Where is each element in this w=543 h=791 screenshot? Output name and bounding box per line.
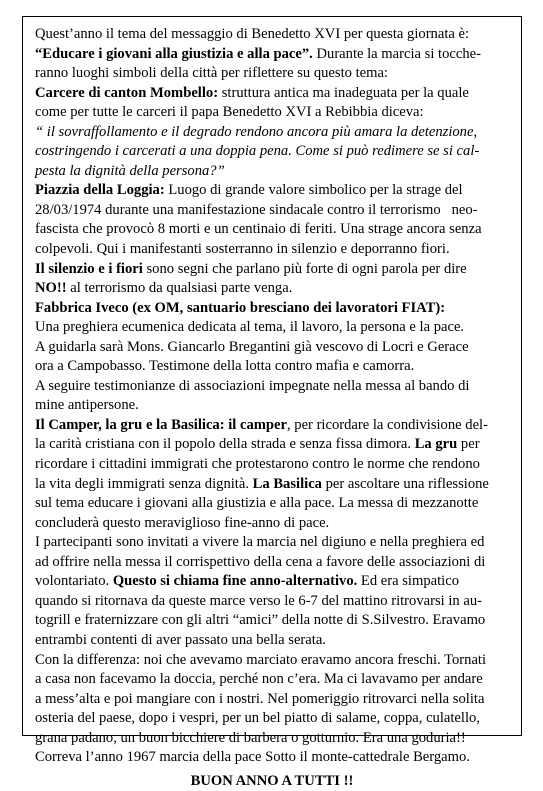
p7-line2 [35, 553, 509, 573]
p8-line3 [35, 690, 509, 710]
p6-text: per [457, 436, 480, 453]
p2-text: struttura antica ma inadeguata per la quale [218, 84, 469, 101]
p4-text: sono segni che parlano più forte di ogni parola per dire [142, 260, 467, 277]
p6-text: ricordare i cittadini immigrati che protestarono contro le norme che rendono [35, 456, 480, 473]
p6-text: sul tema educare i giovani alla giustizia e alla pace. La messa di mezzanotte [35, 495, 479, 512]
theme-title: “Educare i giovani alla giustizia e alla pace”. [35, 45, 313, 62]
quote-text: costringendo i carcerati a una doppia pena. Come si può redimere se si cal- [35, 143, 480, 160]
p7-line3 [35, 572, 509, 592]
quote-text: “ il sovraffollamento e il degrado rendono ancora più amara la detenzione, [35, 123, 478, 140]
p5-line3 [35, 357, 509, 377]
p6-text: la vita degli immigrati senza dignità. [35, 475, 249, 492]
p2-text: come per tutte le carceri il papa Benedetto XVI a Rebibbia diceva: [35, 104, 424, 121]
p5-text: mine antipersone. [35, 397, 139, 414]
p8-text: a casa non facevamo la doccia, perché non c’era. Ma ci lavavamo per andare [35, 671, 483, 688]
p7-line5 [35, 611, 509, 631]
p7-line4 [35, 592, 509, 612]
quote-text: pesta la dignità della persona?” [35, 162, 225, 179]
p8-text: Con la differenza: noi che avevamo marciato eravamo ancora freschi. Tornati [35, 651, 487, 668]
p6-line6 [35, 514, 509, 534]
p5-heading-line [35, 299, 509, 319]
p2-line1 [35, 84, 509, 104]
heading-silenzio: Il silenzio e i fiori [35, 260, 143, 277]
p4-line1 [35, 260, 509, 280]
p3-line4 [35, 240, 509, 260]
no-emphasis: NO!! [35, 280, 67, 297]
p7-text: quando si ritornava da queste marce verso le 6-7 del mattino ritrovarsi in au- [35, 592, 482, 609]
p2-quote3 [35, 162, 509, 182]
p8-text: grana padano, un buon bicchiere di barbera o gotturnio. Era una goduria!! [35, 729, 466, 746]
p3-text: Luogo di grande valore simbolico per la strage del [164, 182, 463, 199]
p6-text: , per ricordare la condivisione del- [286, 416, 488, 433]
p2-quote1 [35, 123, 509, 143]
p5-text: ora a Campobasso. Testimone della lotta contro mafia e camorra. [35, 358, 415, 375]
p6-text: concluderà questo meraviglioso fine-anno di pace. [35, 514, 330, 531]
p8-line6 [35, 748, 509, 768]
p4-text: al terrorismo da qualsiasi parte venga. [66, 280, 293, 297]
p6-text: la carità cristiana con il popolo della strada e senza fissa dimora. [35, 436, 412, 453]
p5-text: Una preghiera ecumenica dedicata al tema, il lavoro, la persona e la pace. [35, 319, 465, 336]
document-page [22, 16, 522, 789]
p5-line4 [35, 377, 509, 397]
p5-line2 [35, 338, 509, 358]
heading-basilica: La Basilica [252, 475, 322, 492]
p3-text: 28/03/1974 durante una manifestazione sindacale contro il terrorismo neo- [35, 201, 478, 218]
p3-text: fascista che provocò 8 morti e un centinaio di feriti. Una strage ancora senza [35, 221, 482, 238]
p5-line1 [35, 318, 509, 338]
p6-line3 [35, 455, 509, 475]
closing-greeting: BUON ANNO A TUTTI !! [190, 772, 354, 789]
p6-line1 [35, 416, 509, 436]
p6-line4 [35, 475, 509, 495]
p1-line2 [35, 45, 509, 65]
fine-anno-emphasis: Questo si chiama fine anno-alternativo. [112, 573, 358, 590]
p5-text: A seguire testimonianze di associazioni impegnate nella messa al bando di [35, 377, 470, 394]
p5-line5 [35, 396, 509, 416]
p1-text: Durante la marcia si tocche- [312, 45, 481, 62]
p3-line2 [35, 201, 509, 221]
p8-line2 [35, 670, 509, 690]
p3-line3 [35, 220, 509, 240]
intro-text: Quest’anno il tema del messaggio di Benedetto XVI per questa giornata è: [35, 26, 470, 42]
p8-text: Correva l’anno 1967 marcia della pace Sotto il monte-cattedrale Bergamo. [35, 749, 470, 766]
p5-text: A guidarla sarà Mons. Giancarlo Bregantini già vescovo di Locri e Gerace [35, 338, 469, 355]
p3-line1 [35, 181, 509, 201]
p1-line1 [35, 25, 509, 45]
heading-gru: La gru [414, 436, 458, 453]
p1-line3 [35, 64, 509, 84]
p6-line5 [35, 494, 509, 514]
p2-quote2 [35, 142, 509, 162]
p7-text: togrill e fraternizzare con gli altri “amici” della notte di S.Silvestro. Eravamo [35, 612, 486, 629]
p7-line6 [35, 631, 509, 651]
p8-line4 [35, 709, 509, 729]
heading-iveco: Fabbrica Iveco (ex OM, santuario bresciano dei lavoratori FIAT): [35, 299, 446, 316]
p7-line1 [35, 533, 509, 553]
p8-text: osteria del paese, dopo i vespri, per un bel piatto di salame, coppa, culatello, [35, 710, 480, 727]
p6-line2 [35, 435, 509, 455]
p7-text: Ed era simpatico [357, 573, 459, 590]
p7-text: ad offrire nella messa il corrispettivo della cena a favore delle associazioni di [35, 553, 486, 570]
heading-loggia: Piazzia della Loggia: [35, 182, 165, 199]
p8-text: a mess’alta e poi mangiare con i nostri. Nel pomeriggio ritrovarci nella solita [35, 690, 485, 707]
heading-carcere: Carcere di canton Mombello: [35, 84, 219, 101]
p4-line2 [35, 279, 509, 299]
p8-line5 [35, 729, 509, 749]
p8-line1 [35, 651, 509, 671]
heading-camper: Il Camper, la gru e la Basilica: il camper [35, 416, 287, 433]
p3-text: colpevoli. Qui i manifestanti sosterranno in silenzio e deporranno fiori. [35, 241, 450, 258]
p2-line2 [35, 103, 509, 123]
p1-text: ranno luoghi simboli della città per riflettere su questo tema: [35, 65, 388, 82]
p7-text: I partecipanti sono invitati a vivere la marcia nel digiuno e nella preghiera ed [35, 534, 485, 551]
p6-text: per ascoltare una riflessione [321, 475, 489, 492]
p7-text: entrambi contenti di aver passato una bella serata. [35, 631, 326, 648]
p7-text: volontariato. [35, 573, 110, 590]
